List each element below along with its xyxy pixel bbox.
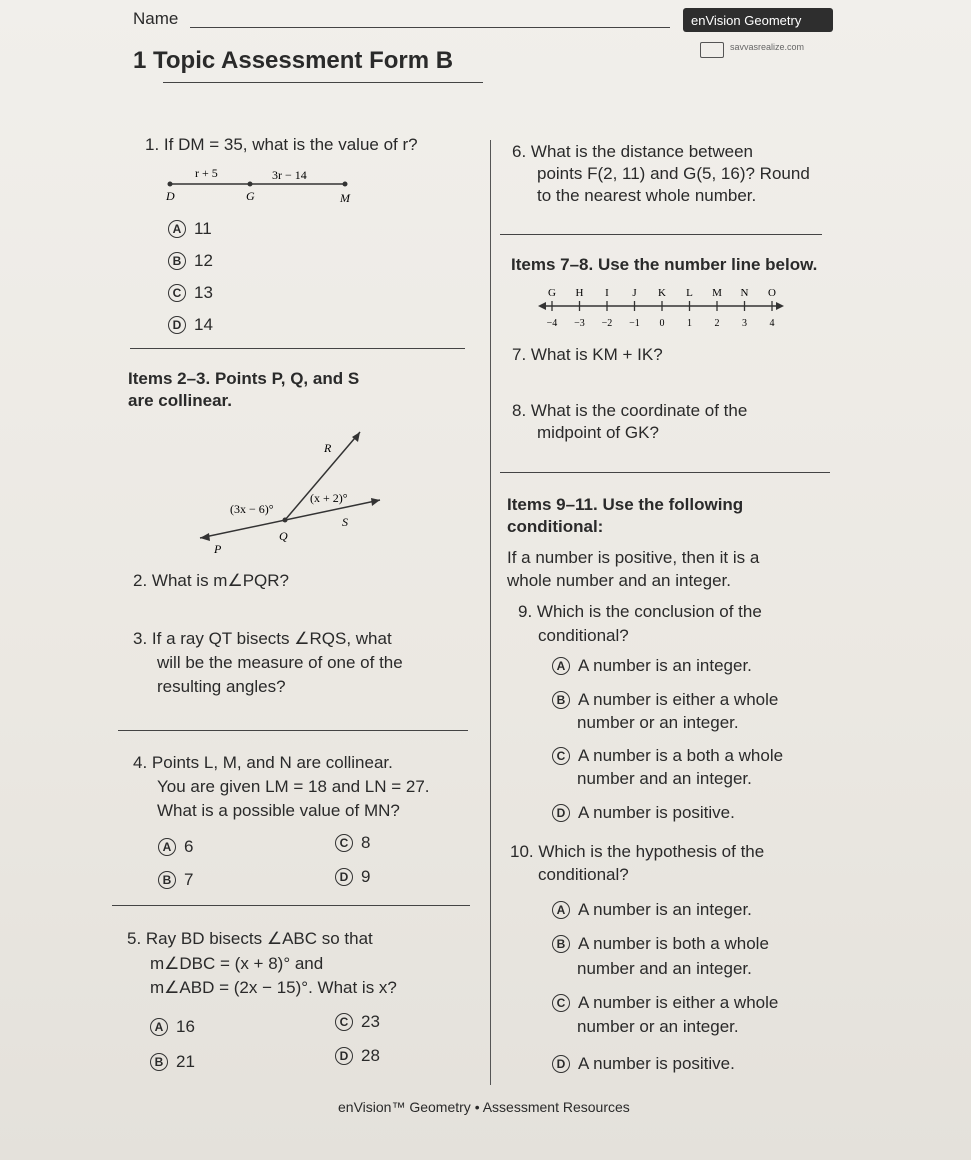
q1-option-d[interactable]: D 14: [168, 315, 213, 335]
q9-option-c[interactable]: C A number is a both a whole: [552, 746, 783, 766]
number-line-number: −2: [601, 318, 613, 329]
q1-option-c[interactable]: C 13: [168, 283, 213, 303]
q8-answer-line[interactable]: [500, 472, 830, 473]
number-line-letter-j: J: [632, 287, 637, 299]
angle-figure: [190, 420, 400, 560]
number-line-number: −3: [574, 318, 585, 329]
q5-option-b[interactable]: B 21: [150, 1052, 195, 1072]
name-line: [190, 27, 670, 28]
q8-line2: midpoint of GK?: [537, 423, 659, 442]
column-divider: [490, 140, 491, 1085]
svg-text:S: S: [342, 515, 348, 529]
q1-segment-figure: [160, 164, 360, 210]
q9-option-a[interactable]: A A number is an integer.: [552, 656, 752, 676]
q6-answer-line[interactable]: [500, 234, 822, 235]
items911-header-1: Items 9–11. Use the following: [507, 495, 744, 514]
divider-q4: [112, 905, 470, 906]
divider-q1: [130, 348, 465, 349]
q10-line1: 10. Which is the hypothesis of the: [510, 842, 765, 861]
number-line-number: −4: [546, 318, 558, 329]
q6-line1: 6. What is the distance between: [512, 142, 753, 161]
q7-text: 7. What is KM + IK?: [512, 345, 663, 364]
q10-option-d[interactable]: D A number is positive.: [552, 1054, 735, 1074]
q4-line1: 4. Points L, M, and N are collinear.: [133, 753, 393, 772]
q1-option-b[interactable]: B 12: [168, 251, 213, 271]
svg-text:R: R: [324, 441, 332, 455]
items23-header-2: are collinear.: [128, 391, 232, 410]
svg-text:P: P: [214, 542, 222, 556]
brand-badge: enVision Geometry: [683, 8, 833, 32]
number-line-number: 3: [742, 318, 747, 329]
q10-option-b[interactable]: B A number is both a whole: [552, 934, 769, 954]
name-label: Name: [133, 9, 179, 28]
q3-line2: will be the measure of one of the: [157, 653, 403, 672]
number-line-number: 1: [687, 318, 692, 329]
svg-text:Q: Q: [279, 529, 288, 543]
number-line-letter-n: N: [740, 287, 749, 299]
svg-text:M: M: [340, 191, 350, 205]
number-line-number: 0: [659, 318, 665, 329]
q4-line3: What is a possible value of MN?: [157, 801, 400, 820]
items911-header-2: conditional:: [507, 517, 604, 536]
q1-text: 1. If DM = 35, what is the value of r?: [145, 135, 418, 154]
q2-text: 2. What is m∠PQR?: [133, 571, 289, 590]
conditional-line2: whole number and an integer.: [507, 571, 731, 590]
number-line-number: 4: [769, 318, 775, 329]
q4-option-b[interactable]: B 7: [158, 870, 193, 890]
q3-line1: 3. If a ray QT bisects ∠RQS, what: [133, 629, 392, 648]
conditional-line1: If a number is positive, then it is a: [507, 548, 760, 567]
realize-icon: [700, 42, 724, 58]
number-line-letter-l: L: [686, 287, 693, 299]
right-angle-label: (x + 2)°: [310, 491, 348, 505]
number-line-letter-o: O: [768, 287, 776, 299]
number-line-number: −1: [629, 318, 640, 329]
q5-line3: m∠ABD = (2x − 15)°. What is x?: [150, 978, 397, 997]
number-line-letter-g: G: [548, 287, 556, 299]
q4-option-d[interactable]: D 9: [335, 867, 370, 887]
q1-label-right: 3r − 14: [272, 168, 307, 182]
number-line-number: 2: [714, 318, 720, 329]
page-title: 1 Topic Assessment Form B: [133, 47, 454, 74]
number-line-letter-i: I: [605, 287, 609, 299]
q3-line3: resulting angles?: [157, 677, 286, 696]
items23-header-1: Items 2–3. Points P, Q, and S: [128, 369, 360, 388]
q1-label-left: r + 5: [195, 166, 218, 180]
worksheet-page: Name enVision Geometry savvasrealize.com 1 Topic Assessment Form B 1. If DM = 35, what is the value of r? r + 5 3r − 14 D G M A 11 B 12 C 13 D 14 Items 2–3. Points P, Q, and S are collinear. R S Q P (3x − 6)° (x + 2)° 2. What is m∠PQR? 3. If a ray QT bisects ∠RQS, what will be the measure of one of the resulting angles? 4. Points L, M, and N are collinear. You are given LM = 18 and LN = 27. What is a possible value of MN? A 6 B 7 C 8 D 9 5. Ray BD bisects ∠ABC so that m∠DBC = (x + 8)° and m∠ABD = (2x − 15)°. What is x? A 16 B 21 C 23 D 28 6. What is the distance between points F(2, 11) and G(5, 16)? Round to the nearest whole number. Items 7–8. Use the number line below. G −4 H −3 I −2 J −1 K 0 L 1 M 2 N 3 O 4 7. What is KM + IK? 8. What is the coordinate of the midpoint of GK? Items 9–11. Use the following conditional: If a number is positive, then it is a whole number and an integer. 9. Which is the conclusion of the conditional? A A number is an integer. B A number is either a whole number or an integer. C A number is a both a whole number and an integer. D A number is positive. 10. Which is the hypothesis of the conditional? A A number is an integer. B A number is both a whole number and an integer. C A number is either a whole number or an integer. D A number is positive. enVision™ Geometry • Assessment Resources: [0, 0, 971, 1160]
q5-option-a[interactable]: A 16: [150, 1017, 195, 1037]
q4-line2: You are given LM = 18 and LN = 27.: [157, 777, 430, 796]
svg-text:D: D: [166, 189, 175, 203]
q9-option-b[interactable]: B A number is either a whole: [552, 690, 778, 710]
items78-header: Items 7–8. Use the number line below.: [511, 255, 818, 274]
site-url: savvasrealize.com: [730, 42, 805, 52]
q9-line1: 9. Which is the conclusion of the: [518, 602, 762, 621]
svg-text:G: G: [246, 189, 255, 203]
q6-line2: points F(2, 11) and G(5, 16)? Round: [537, 164, 810, 183]
q5-line2: m∠DBC = (x + 8)° and: [150, 954, 324, 973]
q1-option-a[interactable]: A 11: [168, 219, 212, 239]
footer: enVision™ Geometry • Assessment Resources: [338, 1099, 630, 1115]
q4-option-c[interactable]: C 8: [335, 833, 370, 853]
q4-option-a[interactable]: A 6: [158, 837, 193, 857]
q10-option-a[interactable]: A A number is an integer.: [552, 900, 752, 920]
q9-line2: conditional?: [538, 626, 629, 645]
number-line-letter-h: H: [575, 287, 584, 299]
q6-line3: to the nearest whole number.: [537, 186, 757, 205]
q3-answer-line[interactable]: [118, 730, 468, 731]
title-underline: [163, 82, 483, 83]
q8-line1: 8. What is the coordinate of the: [512, 401, 748, 420]
q10-option-c[interactable]: C A number is either a whole: [552, 993, 778, 1013]
q10-line2: conditional?: [538, 865, 629, 884]
number-line-letter-m: M: [712, 287, 722, 299]
q5-option-d[interactable]: D 28: [335, 1046, 380, 1066]
q5-line1: 5. Ray BD bisects ∠ABC so that: [127, 929, 373, 948]
number-line: [536, 282, 786, 332]
number-line-letter-k: K: [658, 287, 666, 299]
left-angle-label: (3x − 6)°: [230, 502, 274, 516]
q9-option-d[interactable]: D A number is positive.: [552, 803, 735, 823]
q5-option-c[interactable]: C 23: [335, 1012, 380, 1032]
